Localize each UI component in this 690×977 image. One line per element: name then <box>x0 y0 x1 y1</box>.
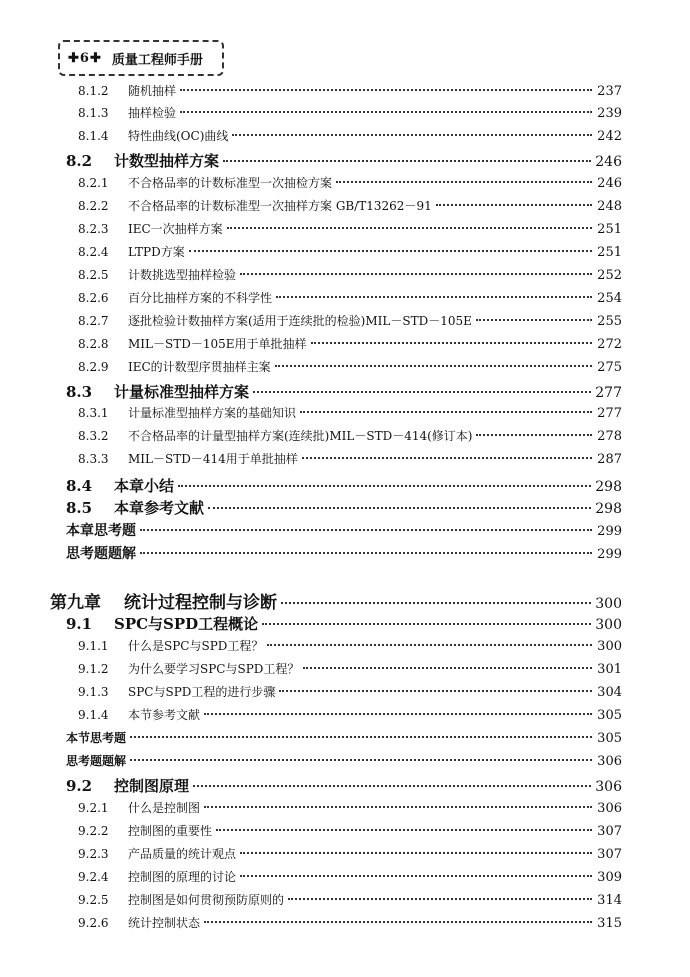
toc-entry-page: 246 <box>597 176 622 191</box>
dot-leader <box>240 273 592 275</box>
toc-entry[interactable] <box>78 174 622 191</box>
toc-entry-title: 为什么要学习SPC与SPD工程？ <box>128 662 300 676</box>
dot-leader <box>300 411 592 413</box>
dot-leader <box>193 785 591 787</box>
toc-entry-number: 9.2.6 <box>78 916 109 930</box>
dot-leader <box>140 552 592 554</box>
toc-entry-title: SPC与SPD工程概论 <box>114 615 259 633</box>
dot-leader <box>204 806 592 808</box>
toc-entry[interactable] <box>66 729 622 746</box>
toc-entry-number: 8.3 <box>66 383 93 401</box>
toc-entry-page: 300 <box>597 639 622 654</box>
toc-entry[interactable] <box>78 427 622 444</box>
running-header <box>58 40 224 76</box>
toc-entry-title: 控制图的原理的讨论 <box>128 870 237 884</box>
dot-leader <box>262 623 591 625</box>
toc-entry-title: 计量标准型抽样方案 <box>114 383 250 401</box>
toc-entry-title: 产品质量的统计观点 <box>128 847 237 861</box>
toc-entry-title: 抽样检验 <box>128 106 177 120</box>
toc-entry-title: 本章参考文献 <box>114 499 205 517</box>
toc-entry-number: 9.2 <box>66 777 93 795</box>
dot-leader <box>208 507 591 509</box>
toc-entry-page: 287 <box>597 452 622 467</box>
toc-entry[interactable] <box>66 497 622 518</box>
toc-entry-title: 计数型抽样方案 <box>114 152 220 170</box>
toc-entry[interactable] <box>78 197 622 214</box>
toc-entry[interactable] <box>66 543 622 563</box>
toc-entry-page: 300 <box>595 617 622 633</box>
toc-entry-number: 8.1.4 <box>78 129 109 143</box>
toc-entry-title: 计数挑选型抽样检验 <box>128 268 237 282</box>
toc-entry-title: LTPD方案 <box>128 245 185 259</box>
header-page-number: ✚6✚ <box>68 50 102 66</box>
toc-entry-page: 301 <box>597 662 622 677</box>
toc-entry[interactable] <box>78 868 622 885</box>
toc-entry-title: 思考题题解 <box>66 546 136 562</box>
dot-leader <box>140 529 592 531</box>
toc-entry[interactable] <box>78 127 622 144</box>
toc-entry[interactable] <box>66 613 622 634</box>
toc-entry-page: 307 <box>597 847 622 862</box>
toc-entry-page: 272 <box>597 337 622 352</box>
toc-entry-page: 300 <box>595 596 622 612</box>
dot-leader <box>476 434 592 436</box>
toc-entry-title: IEC的计数型序贯抽样主案 <box>128 360 271 374</box>
dot-leader <box>253 391 591 393</box>
toc-entry-number: 9.1.3 <box>78 685 109 699</box>
dot-leader <box>302 457 592 459</box>
toc-entry[interactable] <box>78 104 622 121</box>
toc-entry-number: 8.2.9 <box>78 360 109 374</box>
dot-leader <box>130 759 592 761</box>
dot-leader <box>281 602 591 604</box>
toc-entry[interactable] <box>78 404 622 421</box>
toc-entry-page: 246 <box>595 154 622 170</box>
toc-entry-title: 思考题题解 <box>66 754 127 768</box>
toc-entry[interactable] <box>66 775 622 796</box>
toc-entry-page: 251 <box>597 245 622 260</box>
toc-entry-page: 277 <box>597 406 622 421</box>
toc-entry-number: 8.2.3 <box>78 222 109 236</box>
toc-entry[interactable] <box>78 891 622 908</box>
toc-entry-number: 第九章 <box>50 593 101 613</box>
dot-leader <box>189 250 592 252</box>
dot-leader <box>180 111 592 113</box>
toc-entry-page: 309 <box>597 870 622 885</box>
toc-entry-title: 本章思考题 <box>66 523 136 539</box>
toc-entry-number: 9.1.1 <box>78 639 109 653</box>
toc-entry[interactable] <box>78 243 622 260</box>
dot-leader <box>476 319 592 321</box>
toc-entry-title: 本节思考题 <box>66 731 127 745</box>
toc-entry-number: 8.2.6 <box>78 291 109 305</box>
dot-leader <box>267 644 592 646</box>
toc-entry-title: 不合格品率的计数标准型一次抽检方案 <box>128 176 333 190</box>
toc-entry-number: 9.2.4 <box>78 870 109 884</box>
toc-entry-page: 314 <box>597 893 622 908</box>
dot-leader <box>240 875 592 877</box>
toc-entry-number: 9.2.5 <box>78 893 109 907</box>
toc-entry-page: 299 <box>597 524 622 539</box>
dot-leader <box>227 227 592 229</box>
toc-entry-number: 8.2 <box>66 152 93 170</box>
toc-entry[interactable] <box>66 752 622 769</box>
toc-entry-title: 统计控制状态 <box>128 916 201 930</box>
toc-entry-number: 8.1.2 <box>78 84 109 98</box>
dot-leader <box>130 736 592 738</box>
toc-entry[interactable] <box>78 220 622 237</box>
toc-entry-title: 计量标准型抽样方案的基础知识 <box>128 406 297 420</box>
toc-entry[interactable] <box>78 799 622 816</box>
toc-entry-number: 8.2.8 <box>78 337 109 351</box>
toc-entry[interactable] <box>78 914 622 931</box>
toc-entry-title: 不合格品率的计数标准型一次抽样方案 GB/T13262－91 <box>128 199 432 213</box>
toc-entry-page: 254 <box>597 291 622 306</box>
toc-entry-page: 299 <box>597 547 622 562</box>
toc-entry[interactable] <box>78 683 622 700</box>
toc-entry-number: 8.5 <box>66 499 93 517</box>
dot-leader <box>223 160 591 162</box>
toc-entry[interactable] <box>78 266 622 283</box>
toc-entry-page: 239 <box>597 106 622 121</box>
toc-entry-number: 9.1.4 <box>78 708 109 722</box>
toc-entry-number: 8.2.2 <box>78 199 109 213</box>
toc-entry-page: 307 <box>597 824 622 839</box>
toc-entry[interactable] <box>78 335 622 352</box>
dot-leader <box>178 485 591 487</box>
toc-entry[interactable] <box>66 520 622 540</box>
dot-leader <box>279 690 592 692</box>
toc-entry-page: 306 <box>597 754 622 769</box>
toc-entry-title: 不合格品率的计量型抽样方案(连续批)MIL－STD－414(修订本) <box>128 429 473 443</box>
toc-entry-number: 8.3.3 <box>78 452 109 466</box>
toc-entry-page: 255 <box>597 314 622 329</box>
toc-entry-number: 8.1.3 <box>78 106 109 120</box>
dot-leader <box>303 667 592 669</box>
toc-entry-page: 248 <box>597 199 622 214</box>
dot-leader <box>311 342 592 344</box>
toc-entry[interactable] <box>78 358 622 375</box>
toc-entry-page: 315 <box>597 916 622 931</box>
toc-entry-page: 237 <box>597 84 622 99</box>
toc-entry-title: 本节参考文献 <box>128 708 201 722</box>
toc-entry-title: 百分比抽样方案的不科学性 <box>128 291 273 305</box>
toc-entry-number: 9.2.2 <box>78 824 109 838</box>
toc-entry-page: 252 <box>597 268 622 283</box>
toc-entry-number: 9.2.1 <box>78 801 109 815</box>
toc-entry-title: MIL－STD－414用于单批抽样 <box>128 452 298 466</box>
toc-entry[interactable] <box>50 588 622 613</box>
header-book-title: 质量工程师手册 <box>111 52 203 68</box>
toc-entry-title: 逐批检验计数抽样方案(适用于连续批的检验)MIL－STD－105E <box>128 314 472 328</box>
toc-entry-page: 298 <box>595 501 622 517</box>
toc-entry-title: 什么是控制图 <box>128 801 201 815</box>
toc-entry-number: 8.2.7 <box>78 314 109 328</box>
toc-entry-page: 275 <box>597 360 622 375</box>
toc-entry-number: 8.3.1 <box>78 406 109 420</box>
dot-leader <box>204 921 592 923</box>
toc-entry-title: 控制图原理 <box>114 777 190 795</box>
toc-entry[interactable] <box>78 450 622 467</box>
toc-entry-title: 控制图是如何贯彻预防原则的 <box>128 893 285 907</box>
dot-leader <box>232 134 592 136</box>
dot-leader <box>204 713 592 715</box>
toc-entry[interactable] <box>78 82 622 99</box>
toc-entry[interactable] <box>78 822 622 839</box>
dot-leader <box>275 365 592 367</box>
toc-entry-page: 305 <box>597 708 622 723</box>
toc-entry-number: 9.1.2 <box>78 662 109 676</box>
toc-entry[interactable] <box>78 289 622 306</box>
toc-entry-number: 9.1 <box>66 615 93 633</box>
toc-entry[interactable] <box>66 475 622 496</box>
toc-entry-page: 306 <box>597 801 622 816</box>
dot-leader <box>276 296 592 298</box>
toc-entry-page: 277 <box>595 385 622 401</box>
toc-entry-number: 9.2.3 <box>78 847 109 861</box>
toc-entry[interactable] <box>66 150 622 171</box>
toc-entry-number: 8.4 <box>66 477 93 495</box>
dot-leader <box>288 898 592 900</box>
toc-entry-page: 278 <box>597 429 622 444</box>
toc-entry-number: 8.3.2 <box>78 429 109 443</box>
dot-leader <box>216 829 592 831</box>
toc-entry-title: 随机抽样 <box>128 84 177 98</box>
toc-entry[interactable] <box>78 660 622 677</box>
dot-leader <box>180 89 592 91</box>
toc-entry-title: 本章小结 <box>114 477 175 495</box>
toc-entry-title: 统计过程控制与诊断 <box>124 593 277 613</box>
toc-entry[interactable] <box>78 312 622 329</box>
toc-entry-page: 304 <box>597 685 622 700</box>
toc-entry-title: IEC一次抽样方案 <box>128 222 223 236</box>
toc-entry-title: 特性曲线(OC)曲线 <box>128 129 229 143</box>
toc-entry-number: 8.2.1 <box>78 176 109 190</box>
toc-entry[interactable] <box>78 845 622 862</box>
dot-leader <box>336 181 592 183</box>
toc-entry-page: 305 <box>597 731 622 746</box>
toc-entry-title: 什么是SPC与SPD工程？ <box>128 639 264 653</box>
toc-entry-page: 242 <box>597 129 622 144</box>
toc-entry[interactable] <box>78 706 622 723</box>
toc-entry[interactable] <box>66 381 622 402</box>
toc-entry-page: 298 <box>595 479 622 495</box>
toc-entry-page: 306 <box>595 779 622 795</box>
toc-entry-title: SPC与SPD工程的进行步骤 <box>128 685 276 699</box>
toc-entry-title: MIL－STD－105E用于单批抽样 <box>128 337 307 351</box>
toc-entry-number: 8.2.5 <box>78 268 109 282</box>
dot-leader <box>240 852 592 854</box>
toc-entry-title: 控制图的重要性 <box>128 824 213 838</box>
toc-entry-page: 251 <box>597 222 622 237</box>
toc-entry[interactable] <box>78 637 622 654</box>
dot-leader <box>436 204 592 206</box>
toc-entry-number: 8.2.4 <box>78 245 109 259</box>
